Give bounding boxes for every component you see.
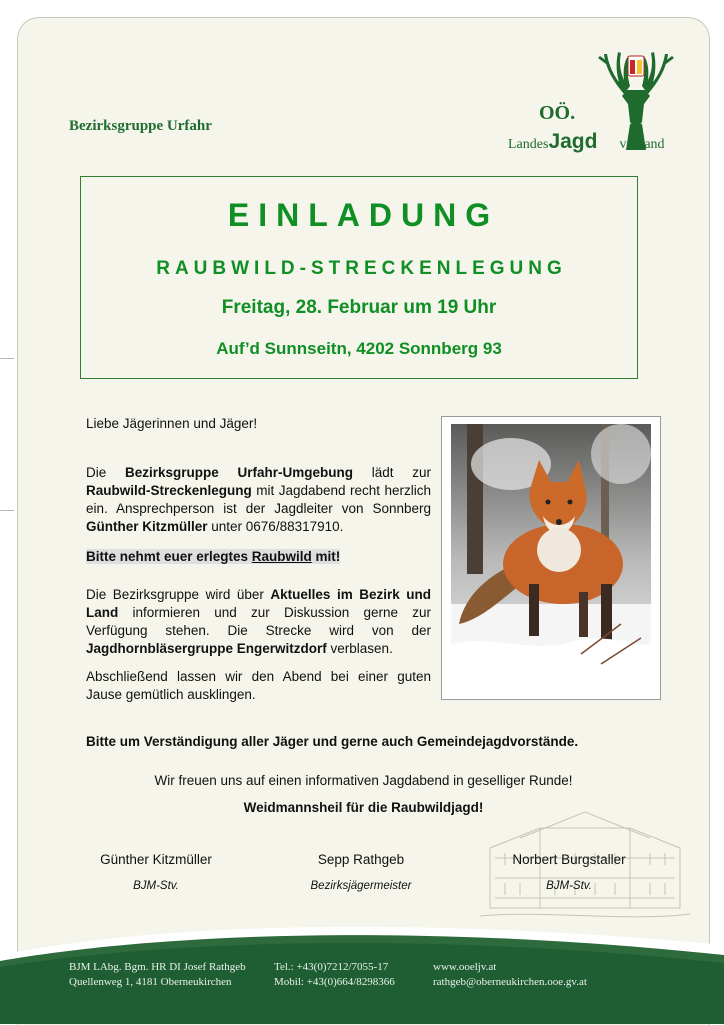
logo-landes: Landes — [508, 137, 549, 152]
bold-text-run: Aktuelles im Bezirk und Land — [86, 587, 432, 620]
paragraph-info — [86, 586, 431, 658]
footer-email-link[interactable]: rathgeb@oberneukirchen.ooe.gv.at — [433, 976, 587, 988]
logo-verband: verband — [619, 137, 665, 152]
fox-photo — [451, 424, 651, 692]
footer-address-line-1: BJM LAbg. Bgm. HR DI Josef Rathgeb — [69, 961, 246, 973]
footer-address-line-2: Quellenweg 1, 4181 Oberneukirchen — [69, 976, 232, 988]
footer-phone-tel: Tel.: +43(0)7212/7055-17 — [274, 961, 389, 973]
text-run: unter 0676/88317910. — [207, 519, 344, 534]
jagdverband-logo — [506, 32, 696, 162]
document-page — [17, 17, 710, 1025]
invitation-date: Freitag, 28. Februar um 19 Uhr — [221, 297, 497, 318]
text-run: Die — [86, 465, 125, 480]
signature-title-2: Bezirksjägermeister — [310, 880, 412, 892]
signature-name-1: Günther Kitzmüller — [100, 852, 212, 867]
signature-title-1: BJM-Stv. — [133, 880, 179, 892]
paragraph-intro — [86, 464, 431, 536]
bring-suffix: mit! — [311, 549, 341, 564]
footer-phone-mobile: Mobil: +43(0)664/8298366 — [274, 976, 395, 988]
fold-mark-middle — [0, 510, 14, 511]
fold-mark-top — [0, 358, 14, 359]
bold-text-run: Jagdhornbläsergruppe Engerwitzdorf — [86, 641, 327, 656]
text-run: verblasen. — [326, 641, 393, 656]
logo-jagd: Jagd — [548, 130, 598, 153]
greeting: Liebe Jägerinnen und Jäger! — [86, 416, 258, 431]
text-run: mit Jagdabend recht herzlich ein. Ansprechperson ist der Jagdleiter von Sonnberg — [86, 483, 431, 516]
paragraph-closing: Abschließend lassen wir den Abend bei einer guten Jause gemütlich ausklingen. — [86, 669, 431, 702]
bring-underlined: Raubwild — [251, 549, 312, 564]
joy-line: Wir freuen uns auf einen informativen Jagdabend in geselliger Runde! — [154, 773, 573, 788]
signature-title-3: BJM-Stv. — [546, 880, 592, 892]
footer-contact — [433, 960, 587, 990]
signature-name-3: Norbert Burgstaller — [512, 852, 626, 867]
invitation-title: EINLADUNG — [227, 197, 500, 233]
text-run: lädt zur — [353, 465, 431, 480]
bold-text-run: Bezirksgruppe Urfahr-Umgebung — [125, 465, 354, 480]
text-run: informieren und zur Diskussion gerne zur Verfügung stehen. Die Strecke wird von der — [86, 605, 431, 638]
footer-website-link[interactable]: www.ooeljv.at — [433, 961, 497, 973]
bring-game-note — [86, 548, 431, 566]
group-name: Bezirksgruppe Urfahr — [69, 118, 212, 134]
signature-name-2: Sepp Rathgeb — [317, 852, 405, 867]
logo-ooe-text: OÖ. — [539, 102, 576, 124]
bold-text-run: Raubwild-Streckenlegung — [86, 483, 252, 498]
invitation-location: Auf’d Sunnseitn, 4202 Sonnberg 93 — [216, 339, 502, 358]
notice-line: Bitte um Verständigung aller Jäger und gerne auch Gemeindejagdvorstände. — [86, 734, 579, 749]
footer-address — [69, 960, 246, 990]
bold-text-run: Günther Kitzmüller — [86, 519, 208, 534]
weidmannsheil-line: Weidmannsheil für die Raubwildjagd! — [243, 800, 484, 815]
footer-phone — [274, 960, 395, 990]
bring-prefix: Bitte nehmt euer erlegtes — [86, 549, 252, 564]
text-run: Die Bezirksgruppe wird über — [86, 587, 271, 602]
invitation-subtitle: RAUBWILD-STRECKENLEGUNG — [156, 258, 567, 279]
fox-photo-frame — [441, 416, 661, 700]
logo-wordmark — [508, 130, 665, 154]
invitation-box — [80, 176, 638, 379]
